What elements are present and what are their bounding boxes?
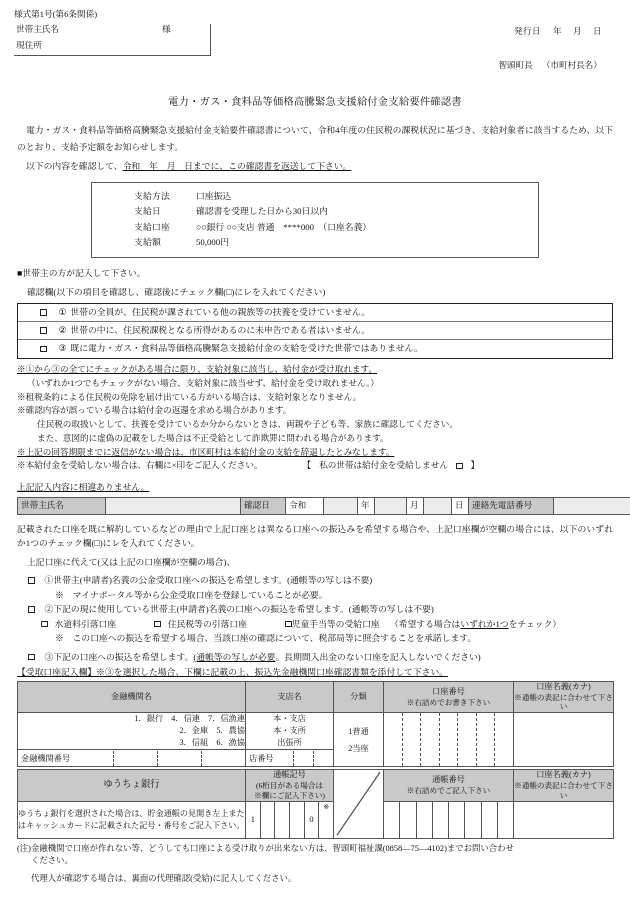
payment-account-label: 支給口座 — [134, 221, 170, 232]
yucho-account-name-header — [514, 770, 614, 801]
branch-type-1: 本・支店 — [273, 714, 306, 724]
form-number: 様式第1号(第6条関係) — [14, 9, 98, 19]
yucho-instruction-note: ゆうちょ銀行を選択された場合は、貯金通帳の見開き左上またはキャッシュカードに記載された記号・番号をご記入下さい。 — [18, 801, 246, 838]
branch-type-2: 本・支所 — [273, 726, 306, 736]
passbook-symbol-header — [246, 770, 334, 801]
table-row — [18, 801, 614, 838]
account-name-header — [514, 681, 614, 712]
yucho-account-name-note: ※通帳の表記に合わせて下さい — [514, 780, 613, 800]
symbol-overflow-marker[interactable]: ※ — [323, 802, 330, 811]
branch-number-cell[interactable] — [246, 750, 334, 767]
passbook-number-title: 通帳番号 — [432, 775, 465, 785]
digit-cell[interactable] — [458, 713, 477, 766]
note-line-1 — [17, 363, 613, 377]
yucho-account-table — [17, 769, 614, 838]
note-line-8 — [17, 459, 613, 473]
suboption-hint-post: をチェック） — [508, 618, 562, 629]
mayor-note: （市町村長名） — [541, 59, 602, 70]
year-label: 年 — [358, 497, 375, 514]
passbook-number-note: ※右詰めでご記入下さい — [406, 785, 491, 795]
confirm-item-2-label: 世帯の中に、住民税課税となる所得があるのに未申告である者はいません。 — [70, 324, 371, 335]
intro-paragraph-1: 電力・ガス・食料品等価格高騰緊急支援給付金支給要件確認書について、令和4年度の住民税の課税状況に基づき、支給対象者に該当するため、以下のとおり、支給予定額をお知らせします。 — [17, 125, 613, 152]
account-number-header-title: 口座番号 — [432, 686, 465, 696]
branch-number-digits[interactable] — [274, 751, 333, 766]
confirmation-checkbox-table — [17, 303, 613, 359]
agreement-statement: 上記記入内容に相違ありません。 — [17, 482, 150, 493]
table-row — [18, 497, 630, 514]
branch-type-cell[interactable] — [246, 713, 334, 750]
month-input[interactable] — [375, 497, 407, 514]
digit-cell[interactable] — [384, 713, 403, 766]
account-option-1[interactable] — [17, 573, 613, 588]
kind-cell[interactable] — [334, 713, 384, 767]
digit-cell[interactable] — [440, 713, 459, 766]
branch-number-label: 店番号 — [249, 753, 274, 763]
form-header — [0, 0, 630, 109]
account-name-header-note: ※通帳の表記に合わせて下さい — [514, 692, 613, 712]
confirm-section-subheading: 確認欄(以下の項目を確認し、確認後にチェック欄(□)にレを入れてください) — [27, 287, 326, 298]
notes-block — [17, 363, 613, 473]
table-row — [18, 713, 614, 750]
institution-number-cell[interactable] — [18, 750, 246, 767]
signature-name-input[interactable] — [106, 497, 241, 514]
bank-account-table — [17, 681, 614, 767]
yucho-account-name-title: 口座名義(カナ) — [536, 770, 591, 780]
kind-option-2: 2当座 — [348, 743, 369, 753]
digit-cell[interactable] — [417, 802, 433, 838]
confirm-section-heading: ■世帯主の方が記入して下さい。 — [17, 268, 146, 279]
footer-note-text: 金融機関で口座が作れない等、どうしても口座による受け取りが出来ない方は、智頭町福祉課(0858—75—4102)までお問い合わせ — [30, 843, 514, 853]
account-option-2[interactable] — [17, 602, 613, 617]
institution-type-1: 1．銀行 4．信連 7．信漁連 — [134, 714, 245, 724]
confirm-item-2[interactable] — [18, 322, 612, 340]
account-option-2-suboptions — [17, 617, 613, 632]
decline-bracket-open: 【 — [302, 460, 312, 471]
confirm-item-1-number: ① — [58, 306, 67, 317]
digit-cell[interactable] — [202, 751, 245, 766]
digit-cell[interactable] — [449, 802, 465, 838]
payment-amount-value: 50,000円 — [196, 236, 229, 247]
payment-amount-label: 支給額 — [134, 236, 161, 247]
institution-header: 金融機関名 — [18, 681, 246, 712]
payment-details-box — [91, 182, 539, 259]
confirm-date-label: 確認日 — [241, 497, 286, 514]
phone-input[interactable] — [554, 497, 630, 514]
note-1-pre: ※①から③の全てにチェックがある場合に限り、支給対象に該当し、 — [17, 364, 284, 375]
symbol-digit-5[interactable]: 0 — [305, 802, 320, 838]
account-option-3-label: ③下記の口座への振込を希望します。 — [44, 651, 194, 662]
payment-row-method — [92, 189, 538, 204]
payment-method-value: 口座振込 — [196, 190, 232, 201]
payment-row-account — [92, 220, 538, 235]
account-name-input[interactable] — [514, 713, 614, 767]
footer-note-label: (注) — [17, 843, 31, 853]
issue-year: 年 — [553, 25, 562, 36]
issue-month: 月 — [573, 25, 582, 36]
confirm-item-3-label: 既に電力・ガス・食料品等価格高騰緊急支援給付金の支給を受けた世帯ではありません。 — [70, 343, 423, 354]
note-1-emphasis: 給付金が受け取れます。 — [283, 364, 377, 375]
document-title: 電力・ガス・食料品等価格高騰緊急支援給付金支給要件確認書 — [168, 96, 462, 108]
institution-type-3: 3．信組 6．漁協 — [179, 738, 245, 748]
footer-agent-note: 代理人が確認する場合は、裏面の代理確認(受給)に記入してください。 — [31, 873, 297, 883]
digit-cell[interactable] — [403, 713, 422, 766]
payment-row-amount — [92, 235, 538, 250]
checkbox-icon[interactable] — [40, 309, 47, 316]
passbook-symbol-title: 通帳記号 — [273, 770, 306, 780]
digit-cell[interactable] — [384, 802, 400, 838]
footer-notes — [17, 843, 613, 886]
checkbox-icon[interactable] — [41, 621, 48, 628]
account-number-input[interactable] — [384, 713, 514, 767]
digit-cell[interactable] — [274, 751, 294, 766]
account-change-subintro: 上記口座に代えて(又は上記の口座欄が空欄の場合)、 — [27, 557, 236, 568]
month-label: 月 — [407, 497, 424, 514]
suboption-hint-pre: （希望する場合は — [389, 618, 461, 629]
table-row — [18, 770, 614, 801]
checkbox-icon[interactable] — [154, 621, 161, 628]
recipient-block — [14, 24, 211, 56]
account-option-3[interactable] — [17, 650, 613, 665]
account-option-2-label: ②下記の現に使用している世帯主(申請者)名義の口座への振込を希望します。(通帳等の写しは不要) — [44, 604, 434, 615]
digit-cell[interactable] — [498, 802, 513, 838]
digit-cell[interactable] — [433, 802, 449, 838]
decline-checkbox-icon[interactable] — [456, 463, 463, 470]
account-option-1-note: ※ マイナポータル等から公金受取口座を登録していることが必要。 — [55, 589, 328, 600]
issue-date — [514, 26, 602, 38]
receipt-section-heading: 【受取口座記入欄】※③を選択した場合、下欄に記載の上、振込先金融機関口座確認書類を添付して下さい。 — [17, 667, 449, 678]
signature-name-label: 世帯主氏名 — [18, 497, 106, 514]
yucho-account-name-input[interactable] — [514, 801, 614, 838]
address-label: 現住所 — [16, 39, 42, 50]
checkbox-icon[interactable] — [28, 577, 35, 584]
checkbox-icon[interactable] — [28, 654, 35, 661]
era-label: 令和 — [286, 497, 324, 514]
digit-cell[interactable] — [158, 751, 202, 766]
digit-cell[interactable] — [400, 802, 416, 838]
intro-paragraph-2 — [17, 161, 613, 173]
account-option-list — [17, 573, 613, 664]
digit-cell[interactable] — [70, 751, 114, 766]
footer-note-line — [17, 843, 613, 856]
issue-day: 日 — [593, 25, 602, 36]
phone-label: 連絡先電話番号 — [469, 497, 554, 514]
slash-divider-cell — [334, 770, 384, 838]
note-line-4: ※確認内容が誤っている場合は給付金の返還を求める場合があります。 — [17, 405, 292, 416]
branch-header: 支店名 — [246, 681, 334, 712]
suboption-water: 水道料引落口座 — [54, 618, 117, 629]
passbook-number-header — [384, 770, 514, 801]
digit-cell[interactable] — [294, 751, 314, 766]
confirm-item-3[interactable] — [18, 340, 612, 358]
suboption-childallowance: 児童手当等の受給口座 — [291, 618, 380, 629]
confirm-item-3-number: ③ — [58, 343, 67, 354]
digit-cell[interactable] — [114, 751, 158, 766]
account-name-header-title: 口座名義(カナ) — [536, 681, 591, 691]
payment-date-label: 支給日 — [134, 206, 161, 217]
note-line-2: （いずれか1つでもチェックがない場合、支給対象に該当せず、給付金を受け取れません。） — [27, 377, 379, 388]
account-option-3-emphasis: (通帳等の写しが必要 — [193, 651, 276, 662]
account-change-intro: 記載された口座を既に解約しているなどの理由で上記口座とは異なる口座への振込みを希望する場合や、上記口座欄が空欄の場合には、以下のいずれか1つのチェック欄(□)にレを入れてください。 — [17, 523, 613, 548]
digit-cell[interactable] — [465, 802, 481, 838]
signature-table — [17, 497, 630, 515]
suboption-residenttax: 住民税等の引落口座 — [167, 618, 247, 629]
digit-cell[interactable] — [495, 713, 513, 766]
yucho-bank-label: ゆうちょ銀行 — [18, 770, 246, 801]
intro-p2-deadline: 令和 年 月 日までに、この確認書を返送して下さい。 — [122, 160, 352, 171]
branch-type-3: 出張所 — [277, 738, 302, 748]
payment-row-date — [92, 204, 538, 219]
intro-p2-pre: 以下の内容を確認して、 — [26, 160, 123, 171]
passbook-symbol-note-1: (6桁目がある場合は — [255, 780, 324, 790]
form-body — [0, 122, 630, 885]
suboption-hint-emphasis: いずれか1つ — [460, 618, 509, 629]
year-input[interactable] — [324, 497, 358, 514]
digit-cell[interactable] — [421, 713, 440, 766]
confirm-item-2-number: ② — [58, 324, 67, 335]
confirm-item-1[interactable] — [18, 304, 612, 322]
account-option-2-note: ※ この口座への振込を希望する場合、当該口座の確認について、税部局等に照会することを承諾します。 — [55, 633, 477, 644]
note-line-7: ※上記の回答期限までに返信がない場合は、市区町村は本給付金の支給を辞退したとみなします。 — [17, 446, 395, 457]
table-row — [18, 681, 614, 712]
honorific-sama: 様 — [162, 23, 171, 34]
account-option-1-label: ①世帯主(申請者)名義の公金受取口座への振込を希望します。(通帳等の写しは不要) — [44, 575, 373, 586]
passbook-symbol-input[interactable] — [246, 801, 334, 838]
day-label: 日 — [452, 497, 469, 514]
decline-instruction: ※本給付金を受給しない場合は、右欄に×印をご記入ください。 — [17, 460, 263, 471]
decline-bracket-close: 】 — [470, 460, 480, 471]
payment-date-value: 確認書を受理した日から30日以内 — [196, 206, 328, 217]
payment-method-label: 支給方法 — [134, 190, 170, 201]
note-line-3: ※租税条約による住民税の免除を届け出ている方がいる場合は、支給対象となりません。 — [17, 391, 362, 402]
household-head-label: 世帯主氏名 — [16, 23, 59, 34]
confirm-item-1-label: 世帯の全員が、住民税が課されている他の親族等の扶養を受けていません。 — [70, 306, 371, 317]
kind-header: 分類 — [334, 681, 384, 712]
digit-cell[interactable] — [314, 751, 333, 766]
symbol-digit-2[interactable] — [261, 802, 276, 838]
payment-account-value: ○○銀行 ○○支店 普通 ****000 （口座名義） — [196, 221, 372, 232]
institution-type-cell[interactable] — [18, 713, 246, 750]
issuer-line — [498, 60, 602, 72]
day-input[interactable] — [424, 497, 452, 514]
note-line-6: また、意図的に虚偽の記載をした場合は不正受給として詐欺罪に問われる場合があります。 — [37, 432, 389, 443]
note-line-5: 住民税の取扱いとして、扶養を受けているか分からないときは、両親や子ども等、家族に確認してください。 — [37, 419, 458, 430]
mayor-name: 智頭町長 — [498, 59, 533, 70]
checkbox-icon[interactable] — [28, 606, 35, 613]
symbol-digit-1[interactable]: 1 — [246, 802, 261, 838]
passbook-symbol-note-2: ※欄にご記入下さい) — [254, 790, 325, 800]
institution-type-2: 2．金庫 5．農協 — [179, 726, 245, 736]
digit-cell[interactable] — [482, 802, 498, 838]
kind-option-1: 1普通 — [348, 726, 369, 736]
symbol-digit-3[interactable] — [275, 802, 290, 838]
footer-note-continued: ください。 — [31, 856, 73, 866]
passbook-number-input[interactable] — [384, 801, 514, 838]
checkbox-icon[interactable] — [40, 327, 47, 334]
digit-cell[interactable] — [477, 713, 496, 766]
account-option-3-post: 。長期間入出金のない口座を記入しないでください) — [275, 651, 481, 662]
institution-number-digits[interactable] — [70, 751, 245, 766]
account-number-header-note: ※右詰めでお書き下さい — [406, 697, 491, 707]
decline-label: 私の世帯は給付金を受給しません — [319, 460, 449, 471]
symbol-digit-4[interactable] — [290, 802, 305, 838]
institution-number-label: 金融機関番号 — [21, 753, 71, 763]
issue-date-label: 発行日 — [514, 25, 541, 36]
account-number-header — [384, 681, 514, 712]
checkbox-icon[interactable] — [40, 346, 47, 353]
